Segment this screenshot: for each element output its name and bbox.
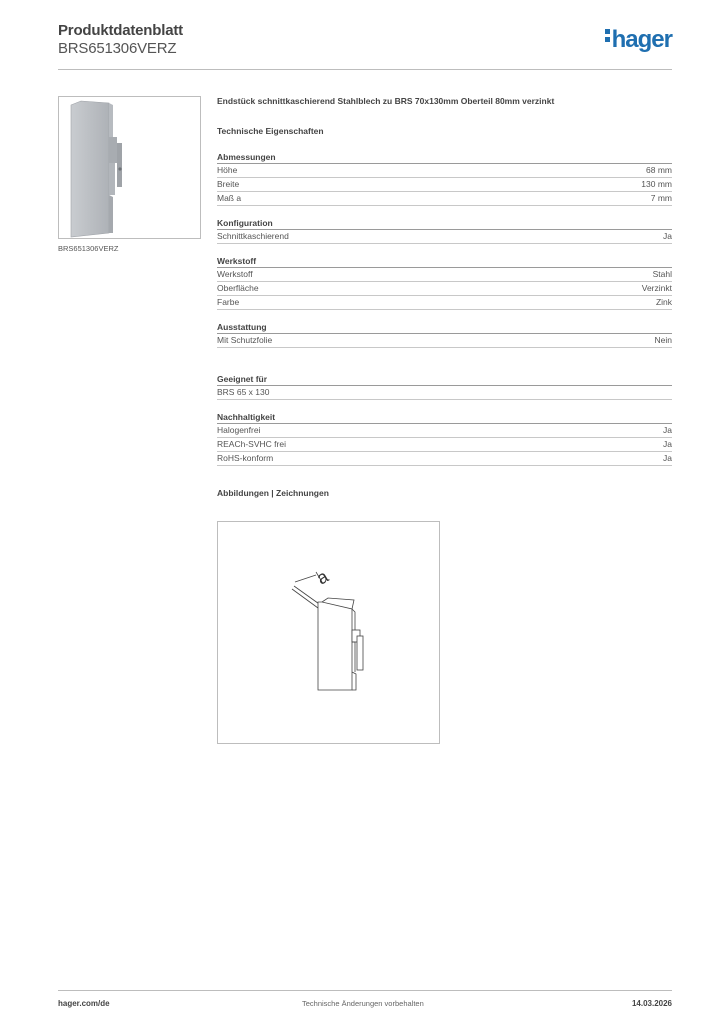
technical-heading: Technische Eigenschaften bbox=[217, 126, 324, 136]
table-row bbox=[217, 192, 672, 206]
table-row bbox=[217, 178, 672, 192]
footer-notice: Technische Änderungen vorbehalten bbox=[302, 999, 424, 1008]
row-label: RoHS-konform bbox=[217, 453, 274, 463]
row-value: Zink bbox=[655, 297, 672, 307]
page-footer bbox=[58, 990, 672, 1010]
row-label: REACh-SVHC frei bbox=[217, 439, 286, 449]
row-value: 130 mm bbox=[641, 179, 672, 189]
drawings-heading: Abbildungen | Zeichnungen bbox=[217, 488, 329, 498]
group-title: Abmessungen bbox=[217, 152, 672, 164]
product-description: Endstück schnittkaschierend Stahlblech zu BRS 70x130mm Oberteil 80mm verzinkt bbox=[217, 96, 555, 106]
row-value: Verzinkt bbox=[641, 283, 672, 293]
row-value: Ja bbox=[663, 231, 672, 241]
row-label: BRS 65 x 130 bbox=[217, 387, 270, 397]
technical-drawing bbox=[217, 521, 440, 744]
table-row bbox=[217, 424, 672, 438]
row-label: Farbe bbox=[217, 297, 240, 307]
hager-logo bbox=[605, 26, 672, 54]
group-geeignet-fuer bbox=[217, 374, 672, 400]
document-subtitle: BRS651306VERZ bbox=[58, 40, 177, 57]
footer-website-link[interactable]: hager.com/de bbox=[58, 999, 110, 1008]
group-title: Werkstoff bbox=[217, 256, 672, 268]
table-row bbox=[217, 230, 672, 244]
table-row bbox=[217, 296, 672, 310]
group-ausstattung bbox=[217, 322, 672, 348]
row-value: Nein bbox=[654, 335, 672, 345]
row-value: Stahl bbox=[652, 269, 672, 279]
thumbnail-caption: BRS651306VERZ bbox=[58, 244, 119, 253]
group-title: Geeignet für bbox=[217, 374, 672, 386]
table-row bbox=[217, 452, 672, 466]
table-row bbox=[217, 282, 672, 296]
group-abmessungen bbox=[217, 152, 672, 206]
row-label: Breite bbox=[217, 179, 240, 189]
page-header bbox=[58, 22, 672, 70]
row-label: Schnittkaschierend bbox=[217, 231, 289, 241]
group-nachhaltigkeit bbox=[217, 412, 672, 466]
row-value: 7 mm bbox=[650, 193, 672, 203]
row-value: Ja bbox=[663, 439, 672, 449]
group-konfiguration bbox=[217, 218, 672, 244]
dimension-label: a bbox=[313, 566, 332, 589]
group-title: Nachhaltigkeit bbox=[217, 412, 672, 424]
row-value: Ja bbox=[663, 425, 672, 435]
main-content bbox=[217, 96, 672, 498]
row-label: Werkstoff bbox=[217, 269, 253, 279]
row-label: Maß a bbox=[217, 193, 242, 203]
document-title: Produktdatenblatt bbox=[58, 22, 183, 39]
table-row bbox=[217, 164, 672, 178]
table-row bbox=[217, 438, 672, 452]
table-row bbox=[217, 334, 672, 348]
row-label: Oberfläche bbox=[217, 283, 259, 293]
logo-text: hager bbox=[611, 26, 672, 53]
row-label: Mit Schutzfolie bbox=[217, 335, 273, 345]
row-label: Halogenfrei bbox=[217, 425, 261, 435]
row-label: Höhe bbox=[217, 165, 238, 175]
endpiece-drawing-icon bbox=[218, 522, 439, 743]
row-value: 68 mm bbox=[646, 165, 672, 175]
table-row bbox=[217, 386, 672, 400]
row-value: Ja bbox=[663, 453, 672, 463]
table-row bbox=[217, 268, 672, 282]
group-title: Ausstattung bbox=[217, 322, 672, 334]
product-thumbnail bbox=[58, 96, 201, 239]
footer-date: 14.03.2026 bbox=[631, 999, 672, 1008]
group-title: Konfiguration bbox=[217, 218, 672, 230]
logo-colon-icon bbox=[605, 29, 610, 45]
group-werkstoff bbox=[217, 256, 672, 310]
product-photo-icon bbox=[59, 97, 200, 238]
